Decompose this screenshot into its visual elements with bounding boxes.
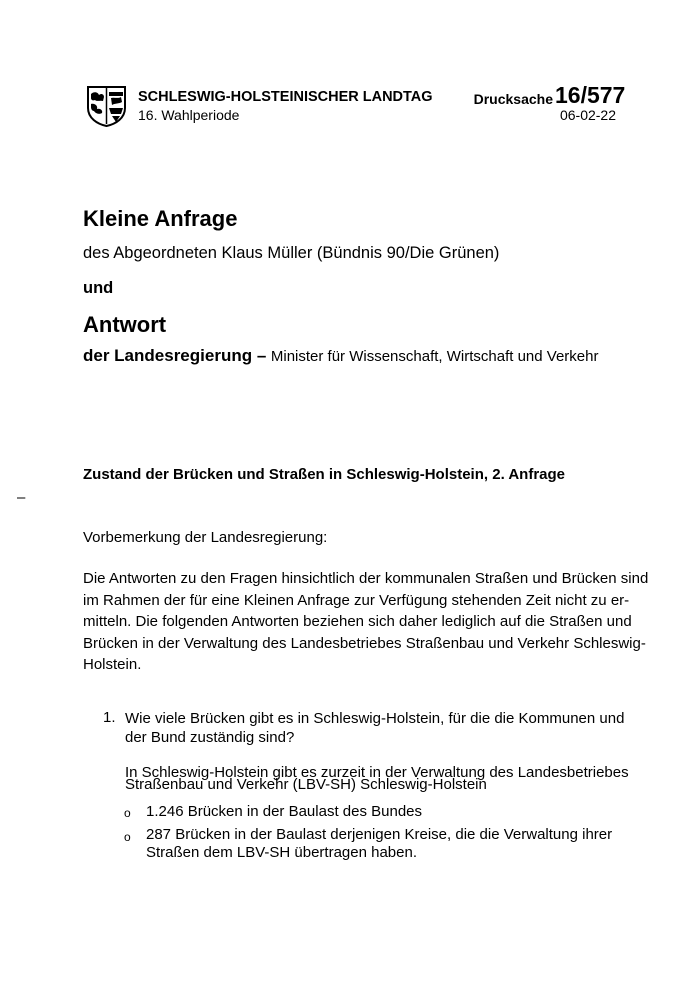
paragraph-line: im Rahmen der für eine Kleinen Anfrage zur Verfügung stehenden Zeit nicht zu er- (83, 591, 630, 609)
answer-line: In Schleswig-Holstein gibt es zurzeit in der Verwaltung des Landesbetriebes (125, 764, 629, 781)
parliament-name: SCHLESWIG-HOLSTEINISCHER LANDTAG (138, 89, 433, 105)
bullet-line: Straßen dem LBV-SH übertragen haben. (146, 844, 417, 861)
question-text (125, 709, 625, 747)
answer-text (125, 764, 629, 793)
paragraph-line: mitteln. Die folgenden Antworten beziehen sich daher lediglich auf die Straßen und (83, 613, 632, 630)
bullet-line: 287 Brücken in der Baulast derjenigen Kreise, die die Verwaltung ihrer (146, 826, 613, 843)
drucksache-label: Drucksache (473, 91, 553, 107)
government-label: der Landesregierung – (83, 346, 267, 365)
bullet-marker: o (124, 806, 131, 820)
paragraph-line: Holstein. (83, 656, 142, 673)
legislative-period: 16. Wahlperiode (138, 107, 240, 123)
bullet-item (146, 826, 612, 862)
question-number: 1. (103, 709, 116, 726)
bullet-item (146, 803, 422, 821)
government-line (83, 346, 598, 366)
drucksache-number: 16/577 (555, 82, 626, 108)
margin-mark: – (17, 489, 26, 506)
subject-title: Zustand der Brücken und Straßen in Schleswig-Holstein, 2. Anfrage (83, 466, 566, 483)
answer-heading: Antwort (83, 312, 167, 337)
question-line: Wie viele Brücken gibt es in Schleswig-Holstein, für die die Kommunen und (125, 710, 625, 727)
conjunction: und (83, 279, 114, 297)
doc-type-heading: Kleine Anfrage (83, 206, 238, 231)
bullet-line: 1.246 Brücken in der Baulast des Bundes (146, 803, 423, 820)
question-line: der Bund zuständig sind? (125, 729, 295, 746)
bullet-marker: o (124, 830, 131, 844)
paragraph-line: Brücken in der Verwaltung des Landesbetriebes Straßenbau und Verkehr Schleswig- (83, 634, 646, 652)
coat-of-arms-icon (85, 84, 128, 127)
preliminary-remark-paragraph (83, 568, 649, 676)
author-line: des Abgeordneten Klaus Müller (Bündnis 90/Die Grünen) (83, 244, 500, 262)
paragraph-line: Die Antworten zu den Fragen hinsichtlich der kommunalen Straßen und Brücken sind (83, 570, 649, 587)
preliminary-remark-heading: Vorbemerkung der Landesregierung: (83, 529, 328, 546)
ministry-name: Minister für Wissenschaft, Wirtschaft und Verkehr (270, 348, 599, 365)
answer-line: Straßenbau und Verkehr (LBV-SH) Schleswig-Holstein (125, 776, 487, 793)
document-date: 06-02-22 (559, 107, 616, 123)
